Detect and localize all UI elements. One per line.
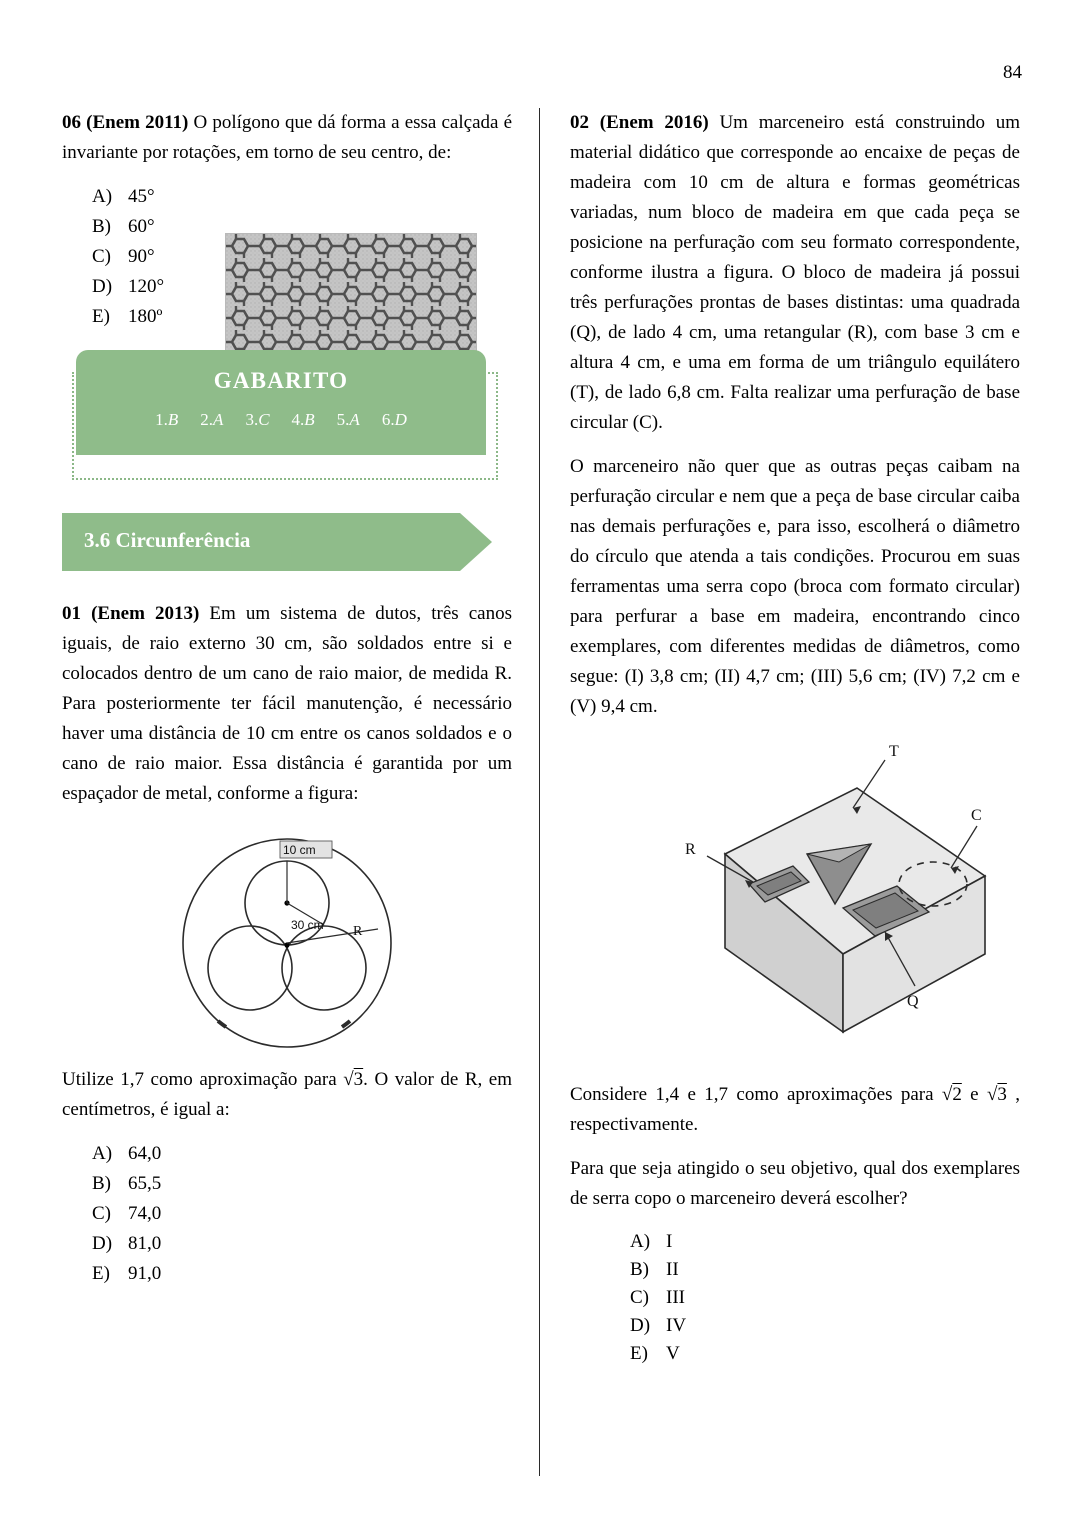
option-c bbox=[62, 1199, 512, 1229]
option-b-text: 65,5 bbox=[128, 1173, 162, 1194]
option-e-text: V bbox=[666, 1343, 680, 1364]
question-02-number: 02 (Enem 2016) bbox=[570, 112, 709, 133]
gabarito-answer-6: 6.D bbox=[381, 410, 407, 429]
gabarito-box bbox=[62, 350, 502, 485]
gabarito-answers bbox=[76, 410, 486, 430]
option-a-label: A) bbox=[92, 1143, 113, 1164]
option-c-text: 90° bbox=[128, 246, 155, 267]
gabarito-answer-3: 3.C bbox=[245, 410, 270, 429]
option-a-text: 45° bbox=[128, 186, 155, 207]
para3-part-3: , respectivamente. bbox=[570, 1084, 1021, 1135]
question-02-para-1 bbox=[570, 108, 1020, 438]
question-01-text bbox=[62, 599, 512, 809]
option-b-text: 60° bbox=[128, 216, 155, 237]
gabarito-title: GABARITO bbox=[213, 368, 349, 393]
gabarito-answer-2: 2.A bbox=[200, 410, 224, 429]
section-banner bbox=[62, 513, 492, 571]
option-a-label: A) bbox=[630, 1231, 651, 1252]
option-c-label: C) bbox=[92, 1203, 111, 1224]
question-02-options bbox=[570, 1228, 1020, 1368]
prompt-part-2: . O valor de R, em centímetros, é igual a: bbox=[62, 1069, 513, 1120]
question-06-number: 06 (Enem 2011) bbox=[62, 112, 189, 133]
page-number: 84 bbox=[1003, 62, 1022, 83]
section-title: 3.6 Circunferência bbox=[84, 528, 251, 552]
question-02-para-2: O marceneiro não quer que as outras peças caibam na perfuração circular e nem que a peça de base circular caiba nas demais perfurações e, para isso, escolherá o diâmetro do círculo que atenda a tais condições. Procurou em suas ferramentas uma serra copo (broca com formato circular) para perfurar a base em madeira, encontrando cinco exemplares, com diferentes medidas de diâmetros, como segue: (I) 3,8 cm; (II) 4,7 cm; (III) 5,6 cm; (IV) 7,2 cm e (V) 9,4 cm. bbox=[570, 456, 1020, 717]
label-R: R bbox=[353, 924, 363, 939]
column-divider bbox=[539, 108, 540, 1476]
gabarito-panel bbox=[76, 350, 486, 455]
label-10cm: 10 cm bbox=[283, 843, 316, 857]
gabarito-answer-4: 4.B bbox=[291, 410, 315, 429]
option-c-label: C) bbox=[92, 246, 111, 267]
question-06-text bbox=[62, 108, 512, 168]
option-d bbox=[600, 1312, 1020, 1340]
option-e-text: 91,0 bbox=[128, 1263, 162, 1284]
option-c-text: 74,0 bbox=[128, 1203, 162, 1224]
right-column bbox=[570, 108, 1020, 1374]
gabarito-answer-1: 1.B bbox=[155, 410, 179, 429]
left-column bbox=[62, 108, 512, 1295]
label-R: R bbox=[685, 841, 696, 858]
question-02-body-1: Um marceneiro está construindo um material didático que corresponde ao encaixe de peças de madeira com 10 cm de altura e formas geométricas variadas, num bloco de madeira em que cada peça se posicione na perfuração com seu formato correspondente, conforme ilustra a figura. O bloco de madeira já possui três perfurações prontas de bases distintas: uma quadrada (Q), de lado 4 cm, uma retangular (R), com base 3 cm e altura 4 cm, e uma em forma de um triângulo equilátero (T), de lado 6,8 cm. Falta realizar uma perfuração de base circular (C). bbox=[570, 112, 1020, 433]
option-a-text: 64,0 bbox=[128, 1143, 162, 1164]
option-e-label: E) bbox=[92, 1263, 110, 1284]
wood-block-figure bbox=[570, 736, 1020, 1066]
option-b-label: B) bbox=[630, 1259, 649, 1280]
option-d-text: 120° bbox=[128, 276, 165, 297]
sqrt-2: √2 bbox=[941, 1084, 962, 1105]
option-d-label: D) bbox=[92, 276, 113, 297]
option-a-label: A) bbox=[92, 186, 113, 207]
sqrt-3: √3 bbox=[343, 1069, 364, 1090]
option-b-text: II bbox=[666, 1259, 679, 1280]
prompt-part-1: Utilize 1,7 como aproximação para bbox=[62, 1069, 344, 1090]
option-b-label: B) bbox=[92, 1173, 111, 1194]
label-30cm: 30 cm bbox=[291, 918, 324, 932]
option-c-label: C) bbox=[630, 1287, 649, 1308]
option-e-text: 180º bbox=[128, 306, 163, 327]
option-d-label: D) bbox=[92, 1233, 113, 1254]
option-d-text: IV bbox=[666, 1315, 687, 1336]
option-e-label: E) bbox=[92, 306, 110, 327]
option-e-label: E) bbox=[630, 1343, 648, 1364]
question-01-prompt bbox=[62, 1065, 512, 1125]
option-e bbox=[62, 1259, 512, 1289]
para3-part-2: e bbox=[961, 1084, 987, 1105]
option-a-text: I bbox=[666, 1231, 673, 1252]
gabarito-answer-5: 5.A bbox=[336, 410, 360, 429]
option-d-label: D) bbox=[630, 1315, 651, 1336]
question-06-body: O polígono que dá forma a essa calçada é invariante por rotações, em torno de seu centro, de: bbox=[62, 112, 513, 163]
option-b bbox=[62, 1169, 512, 1199]
circles-figure bbox=[62, 825, 512, 1055]
question-02-para-3 bbox=[570, 1080, 1020, 1140]
label-C: C bbox=[971, 807, 982, 824]
option-a bbox=[600, 1228, 1020, 1256]
option-d-text: 81,0 bbox=[128, 1233, 162, 1254]
option-b-label: B) bbox=[92, 216, 111, 237]
question-01-options bbox=[62, 1139, 512, 1289]
option-e bbox=[600, 1340, 1020, 1368]
option-b bbox=[600, 1256, 1020, 1284]
question-01-body: Em um sistema de dutos, três canos iguais, de raio externo 30 cm, são soldados entre si e colocados dentro de um cano de raio maior, de medida R. Para posteriormente ter fácil manutenção, é necessário haver uma distância de 10 cm entre os canos soldados e o cano de raio maior. Essa distância é garantida por um espaçador de metal, conforme a figura: bbox=[62, 603, 512, 804]
question-01-number: 01 (Enem 2013) bbox=[62, 603, 200, 624]
option-c-text: III bbox=[666, 1287, 685, 1308]
sqrt-3: √3 bbox=[986, 1084, 1007, 1105]
para3-part-1: Considere 1,4 e 1,7 como aproximações para bbox=[570, 1084, 942, 1105]
question-02-para-4: Para que seja atingido o seu objetivo, qual dos exemplares de serra copo o marceneiro deverá escolher? bbox=[570, 1158, 1020, 1209]
option-a bbox=[62, 182, 512, 212]
label-T: T bbox=[889, 743, 899, 760]
option-a bbox=[62, 1139, 512, 1169]
option-d bbox=[62, 1229, 512, 1259]
option-c bbox=[600, 1284, 1020, 1312]
two-column-body bbox=[62, 108, 1020, 1488]
label-Q: Q bbox=[907, 993, 919, 1010]
